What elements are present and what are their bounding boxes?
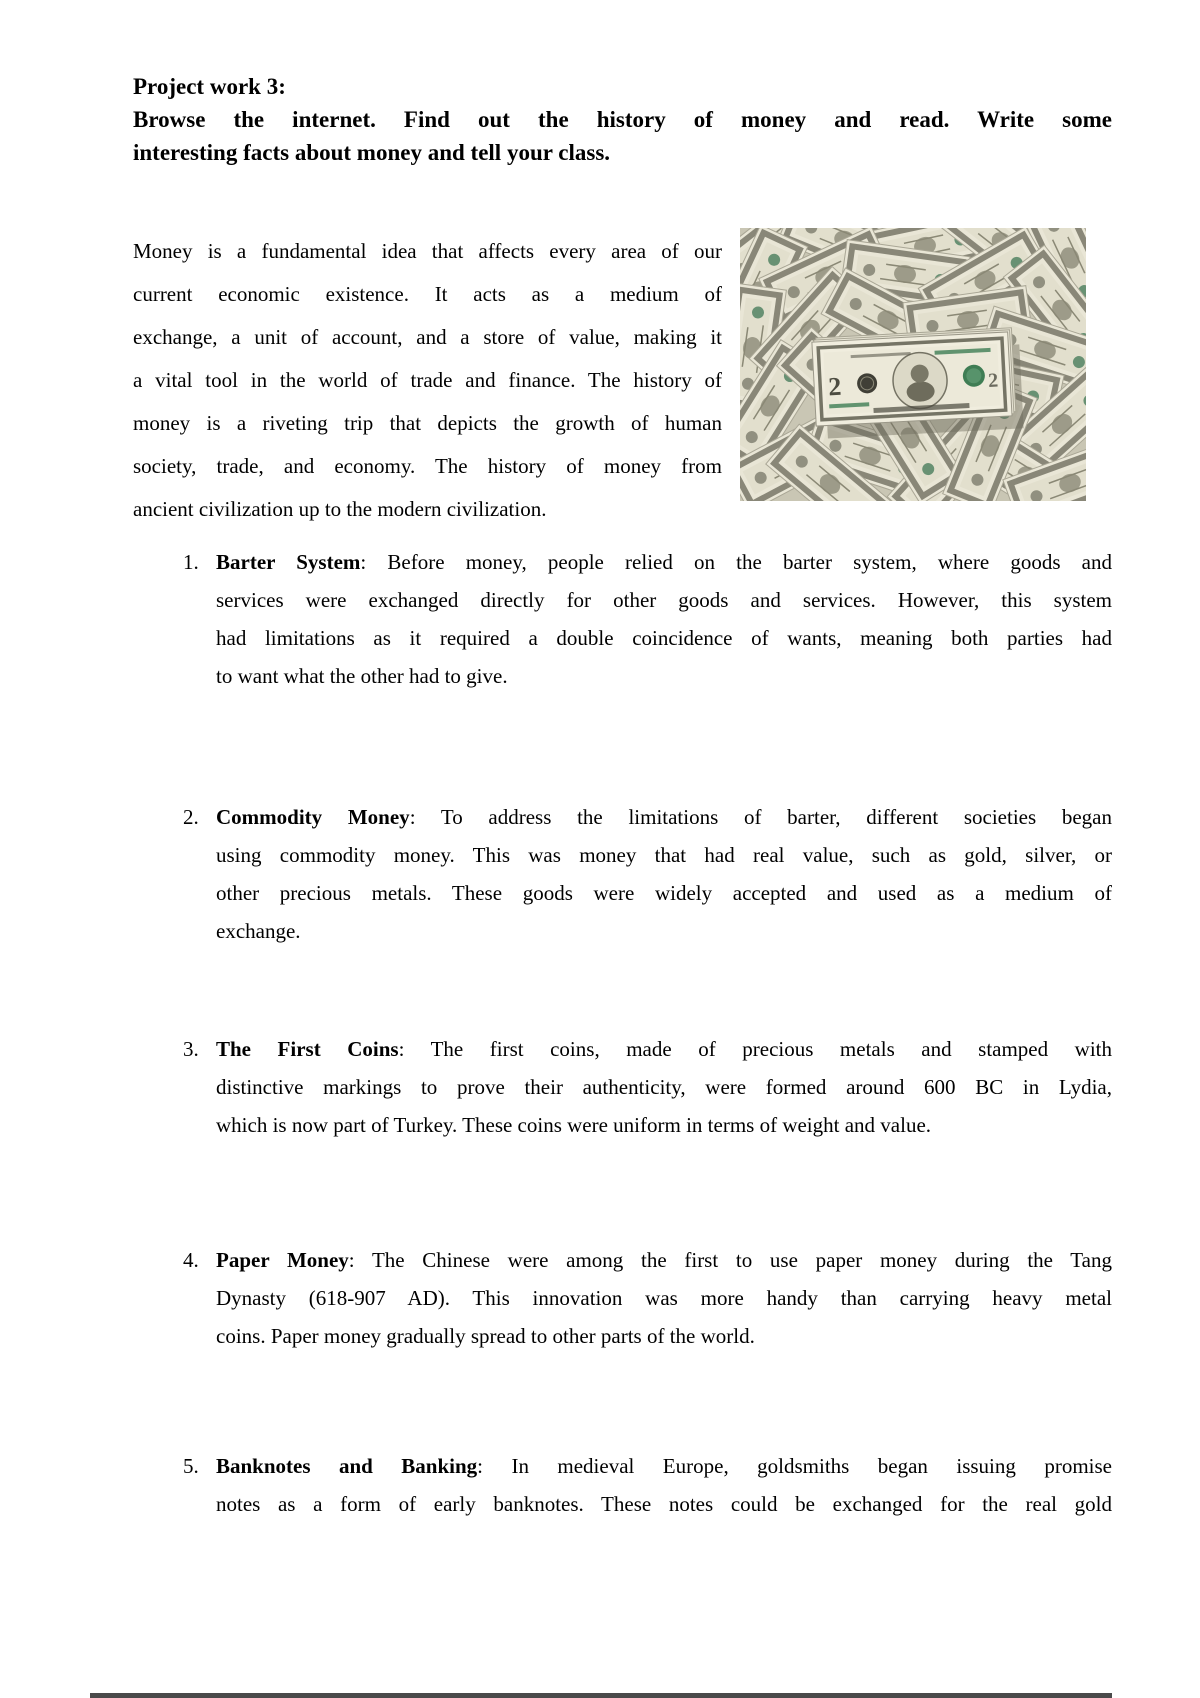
text-line: Money is a fundamental idea that affects every area of our (133, 239, 722, 263)
list-item-title: Banknotes and Banking (216, 1454, 478, 1478)
list-item-title: Paper Money (216, 1248, 349, 1272)
list-item (133, 1030, 1112, 1144)
list-item-title: Commodity Money (216, 805, 410, 829)
money-photo-image (740, 228, 1086, 501)
text-line: which is now part of Turkey. These coins were uniform in terms of weight and value. (216, 1113, 932, 1137)
svg-text:2: 2 (987, 369, 999, 393)
list-item-number: 5. (183, 1454, 199, 1478)
list-item-number: 4. (183, 1248, 199, 1272)
text-line: current economic existence. It acts as a medium of (133, 282, 722, 306)
list-item-number: 2. (183, 805, 199, 829)
text-line: other precious metals. These goods were widely accepted and used as a medium of (216, 881, 1112, 905)
text-line: exchange, a unit of account, and a store of value, making it (133, 325, 722, 349)
list-item-title: Barter System (216, 550, 361, 574)
text-line: Barter System: Before money, people relied on the barter system, where goods and (216, 550, 1112, 574)
text-line: society, trade, and economy. The history of money from (133, 454, 722, 478)
list-item (133, 543, 1112, 695)
heading-line: Project work 3: (133, 74, 286, 99)
text-line: distinctive markings to prove their authenticity, were formed around 600 BC in Lydia, (216, 1075, 1112, 1099)
page-title (133, 70, 1112, 169)
text-line: a vital tool in the world of trade and finance. The history of (133, 368, 722, 392)
text-line: exchange. (216, 919, 301, 943)
list-item-number: 3. (183, 1037, 199, 1061)
list-item (133, 1241, 1112, 1355)
list-item-title: The First Coins (216, 1037, 399, 1061)
text-line: had limitations as it required a double coincidence of wants, meaning both parties had (216, 626, 1112, 650)
text-line: Browse the internet. Find out the history of money and read. Write some (133, 107, 1112, 132)
text-line: ancient civilization up to the modern civilization. (133, 497, 547, 521)
text-line: Dynasty (618-907 AD). This innovation was more handy than carrying heavy metal (216, 1286, 1112, 1310)
text-line: The First Coins: The first coins, made of precious metals and stamped with (216, 1037, 1112, 1061)
list-item-number: 1. (183, 550, 199, 574)
text-line: Paper Money: The Chinese were among the first to use paper money during the Tang (216, 1248, 1112, 1272)
page-bottom-edge (90, 1693, 1112, 1698)
text-line: to want what the other had to give. (216, 664, 508, 688)
history-list (133, 543, 1112, 1523)
intro-paragraph (133, 230, 722, 531)
list-item (133, 798, 1112, 950)
text-line: coins. Paper money gradually spread to other parts of the world. (216, 1324, 755, 1348)
text-line: notes as a form of early banknotes. These notes could be exchanged for the real gold (216, 1492, 1112, 1516)
text-line: Banknotes and Banking: In medieval Europe, goldsmiths began issuing promise (216, 1454, 1112, 1478)
svg-text:2: 2 (827, 371, 842, 402)
text-line: services were exchanged directly for other goods and services. However, this system (216, 588, 1112, 612)
text-line: money is a riveting trip that depicts the growth of human (133, 411, 722, 435)
list-item (133, 1447, 1112, 1523)
center-two-dollar-bill (812, 327, 1024, 439)
text-line: Commodity Money: To address the limitations of barter, different societies began (216, 805, 1113, 829)
heading-body (133, 103, 1112, 169)
text-line: using commodity money. This was money that had real value, such as gold, silver, or (216, 843, 1112, 867)
text-line: interesting facts about money and tell your class. (133, 140, 611, 165)
